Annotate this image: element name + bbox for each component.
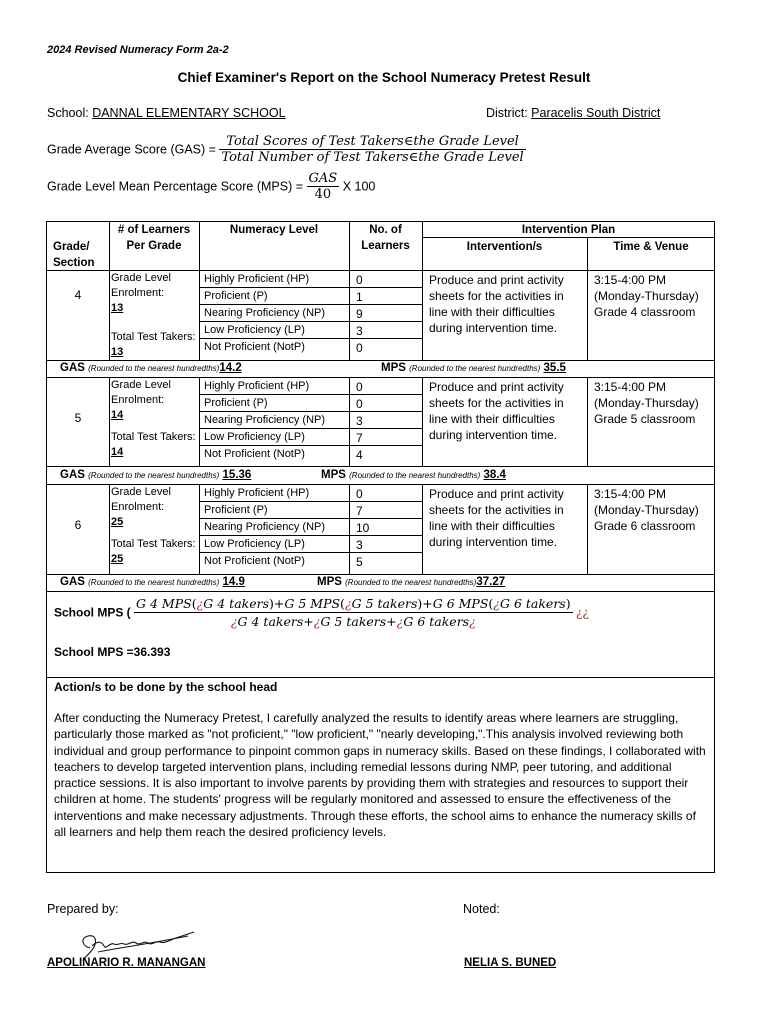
takers-label: Total Test Takers: [111, 538, 196, 550]
gas-formula-label: Grade Average Score (GAS) = [47, 142, 216, 157]
level-p: Proficient (P) [204, 290, 268, 302]
grade-5-intervention: Produce and print activity sheets for the activities in line with their difficulties during intervention time. [429, 380, 564, 442]
level-hp: Highly Proficient (HP) [204, 273, 310, 285]
grade-4-intervention: Produce and print activity sheets for the activities in line with their difficulties during intervention time. [429, 273, 564, 335]
gas-label: GAS [60, 469, 85, 481]
level-notp: Not Proficient (NotP) [204, 448, 305, 460]
mps-suffix: X 100 [342, 179, 376, 194]
district-label: District: [486, 106, 528, 120]
glyph: ¿ [396, 614, 404, 629]
header-learners-per-grade: # of Learners Per Grade [117, 224, 191, 252]
school-line [47, 106, 286, 120]
mps-value: 38.4 [483, 469, 506, 481]
grade-4-mps [381, 361, 566, 376]
venue: Grade 4 classroom [594, 305, 696, 319]
level-np: Nearing Proficiency (NP) [204, 307, 326, 319]
takers-value: 13 [111, 346, 124, 358]
mps-formula [47, 171, 375, 202]
count-lp: 3 [356, 324, 363, 338]
header-no-of-learners: No. of Learners [361, 224, 410, 252]
enrolment-label: Grade Level Enrolment: [111, 379, 171, 406]
district-line [486, 106, 660, 120]
gas-label: GAS [60, 576, 85, 588]
mps-label: MPS [317, 576, 342, 588]
prepared-label: Prepared by: [47, 902, 119, 916]
count-p: 1 [356, 290, 363, 304]
level-lp: Low Proficiency (LP) [204, 431, 305, 443]
school-mps-result: School MPS =36.393 [54, 645, 171, 659]
gas-denominator: Total Number of Test Takers∈the Grade Level [221, 150, 524, 165]
takers-label: Total Test Takers: [111, 331, 196, 343]
glyph: ¿ [344, 596, 352, 611]
mps-rounded-note: (Rounded to the nearest hundredths) [345, 578, 477, 587]
count-lp: 7 [356, 431, 363, 445]
header-interventions: Intervention/s [466, 241, 543, 253]
takers-label-row [111, 537, 197, 567]
mps-label: MPS [381, 362, 406, 374]
level-hp: Highly Proficient (HP) [204, 487, 310, 499]
gas-rounded-note: (Rounded to the nearest hundredths) [88, 471, 220, 480]
takers-value: 25 [111, 553, 124, 565]
takers-value: 14 [111, 446, 124, 458]
divider [109, 484, 110, 574]
divider [109, 377, 110, 466]
school-mps-label: School MPS ( [54, 605, 131, 620]
count-p: 7 [356, 504, 363, 518]
school-mps-numerator: G 4 MPS(¿G 4 takers)+G 5 MPS(¿G 5 takers)+G 6 MPS(¿G 6 takers) [136, 596, 571, 611]
mps-numerator: GAS [308, 171, 338, 186]
days: (Monday-Thursday) [594, 289, 699, 303]
gas-rounded-note: (Rounded to the nearest hundredths) [88, 578, 220, 587]
grade-5-label: 5 [74, 411, 82, 425]
count-notp: 5 [356, 555, 363, 569]
venue: Grade 5 classroom [594, 412, 696, 426]
days: (Monday-Thursday) [594, 503, 699, 517]
grade-5-enrolment [111, 378, 197, 460]
grade-6-gas [60, 575, 245, 590]
formula-tail: ¿¿ [575, 605, 589, 620]
grade-4-enrolment [111, 271, 197, 360]
count-notp: 4 [356, 448, 363, 462]
header-intervention-plan: Intervention Plan [521, 224, 616, 236]
gas-label: GAS [60, 362, 85, 374]
grade-5-gas [60, 468, 251, 483]
mps-value: 35.5 [543, 362, 566, 374]
gas-value: 15.36 [222, 469, 252, 481]
glyph: ¿ [493, 596, 500, 611]
action-body: After conducting the Numeracy Pretest, I carefully analyzed the results to identify areas where learners are struggling, particularly those marked as "not proficient," "low proficient," "nearly developing,".This analysis involved reviewing both individual and group performance to pinpoint common gaps in numeracy skills. Based on these findings, I collaborated with teachers to develop targeted intervention plans, including remedial lessons during NMP, peer tutoring, and additional practice sessions. It is also important to involve parents by providing them with strategies and resources to support their children at home. The students' progress will be regularly monitored and assessed to ensure the effectiveness of the interventions and make necessary adjustments. Through these efforts, the school aims to enhance the numeracy skills of all learners and help them reach the desired proficiency levels. [54, 711, 706, 840]
num-part: +G 6 MPS [422, 596, 489, 611]
glyph: ¿ [313, 614, 321, 629]
takers-label-row [111, 430, 197, 460]
header-time-venue: Time & Venue [613, 241, 689, 253]
glyph: ¿ [230, 614, 238, 629]
days: (Monday-Thursday) [594, 396, 699, 410]
level-p: Proficient (P) [204, 397, 268, 409]
grade-6-time-venue [588, 486, 699, 534]
takers-label: Total Test Takers: [111, 431, 196, 443]
venue: Grade 6 classroom [594, 519, 696, 533]
school-name: DANNAL ELEMENTARY SCHOOL [92, 106, 286, 120]
school-mps-denominator [134, 613, 573, 630]
grade-6-label: 6 [74, 518, 82, 532]
grade-4-label: 4 [74, 288, 82, 302]
mps-value: 37.27 [476, 576, 506, 588]
level-notp: Not Proficient (NotP) [204, 341, 305, 353]
grade-6-intervention: Produce and print activity sheets for the activities in line with their difficulties during intervention time. [429, 487, 564, 549]
enrolment-value: 13 [111, 302, 124, 314]
enrolment-value: 25 [111, 516, 124, 528]
num-part: G 4 MPS [136, 596, 192, 611]
grade-5-mps [321, 468, 506, 483]
gas-value: 14.2 [219, 362, 242, 374]
den-part: G 4 takers+ [237, 614, 314, 629]
count-np: 9 [356, 307, 363, 321]
gas-formula [47, 134, 526, 165]
glyph: ¿ [469, 614, 476, 629]
den-part: G 6 takers [403, 614, 470, 629]
enrolment-value: 14 [111, 409, 124, 421]
count-hp: 0 [356, 273, 363, 287]
den-part: G 5 takers+ [320, 614, 397, 629]
divider [47, 466, 715, 467]
form-tag: 2024 Revised Numeracy Form 2a-2 [47, 44, 229, 56]
num-part: G 5 takers [351, 596, 418, 611]
gas-value: 14.9 [222, 576, 245, 588]
gas-rounded-note: (Rounded to the nearest hundredths) [88, 364, 220, 373]
grade-6-enrolment [111, 485, 197, 567]
mps-rounded-note: (Rounded to the nearest hundredths) [349, 471, 481, 480]
level-np: Nearing Proficiency (NP) [204, 414, 326, 426]
num-part: G 6 takers [500, 596, 566, 611]
count-np: 10 [356, 521, 370, 535]
count-hp: 0 [356, 380, 363, 394]
level-hp: Highly Proficient (HP) [204, 380, 310, 392]
count-np: 3 [356, 414, 363, 428]
count-hp: 0 [356, 487, 363, 501]
count-notp: 0 [356, 341, 363, 355]
level-lp: Low Proficiency (LP) [204, 324, 305, 336]
mps-rounded-note: (Rounded to the nearest hundredths) [409, 364, 541, 373]
grade-4-time-venue [588, 272, 699, 320]
mps-fraction [307, 171, 340, 202]
time: 3:15-4:00 PM [594, 273, 667, 287]
action-heading: Action/s to be done by the school head [54, 680, 278, 694]
school-mps-fraction [134, 595, 573, 630]
enrolment-label: Grade Level Enrolment: [111, 486, 171, 513]
time: 3:15-4:00 PM [594, 380, 667, 394]
count-p: 0 [356, 397, 363, 411]
gas-fraction [219, 134, 525, 165]
report-title: Chief Examiner's Report on the School Numeracy Pretest Result [177, 70, 591, 85]
level-notp: Not Proficient (NotP) [204, 555, 305, 567]
header-numeracy-level: Numeracy Level [229, 224, 319, 236]
divider [47, 591, 715, 592]
results-table [46, 221, 715, 873]
count-lp: 3 [356, 538, 363, 552]
school-label: School: [47, 106, 89, 120]
noted-label: Noted: [463, 902, 500, 916]
num-part: G 4 takers [203, 596, 270, 611]
mps-label: MPS [321, 469, 346, 481]
prepared-by-name: APOLINARIO R. MANANGAN [47, 957, 206, 969]
divider [47, 677, 715, 678]
takers-label-row [111, 330, 197, 360]
time: 3:15-4:00 PM [594, 487, 667, 501]
gas-numerator: Total Scores of Test Takers∈the Grade Level [219, 134, 525, 150]
grade-6-mps [317, 575, 505, 590]
enrolment-label: Grade Level Enrolment: [111, 272, 171, 299]
school-mps-formula [54, 595, 714, 630]
num-part: +G 5 MPS [273, 596, 341, 611]
glyph: ¿ [196, 596, 204, 611]
grade-5-time-venue [588, 379, 699, 427]
header-grade-section: Grade/ Section [53, 241, 95, 269]
district-name: Paracelis South District [531, 106, 661, 120]
noted-by-name: NELIA S. BUNED [464, 957, 557, 969]
level-p: Proficient (P) [204, 504, 268, 516]
mps-denominator: 40 [314, 187, 332, 202]
level-lp: Low Proficiency (LP) [204, 538, 305, 550]
mps-formula-label: Grade Level Mean Percentage Score (MPS) = [47, 179, 304, 194]
level-np: Nearing Proficiency (NP) [204, 521, 326, 533]
grade-4-gas [60, 361, 242, 376]
